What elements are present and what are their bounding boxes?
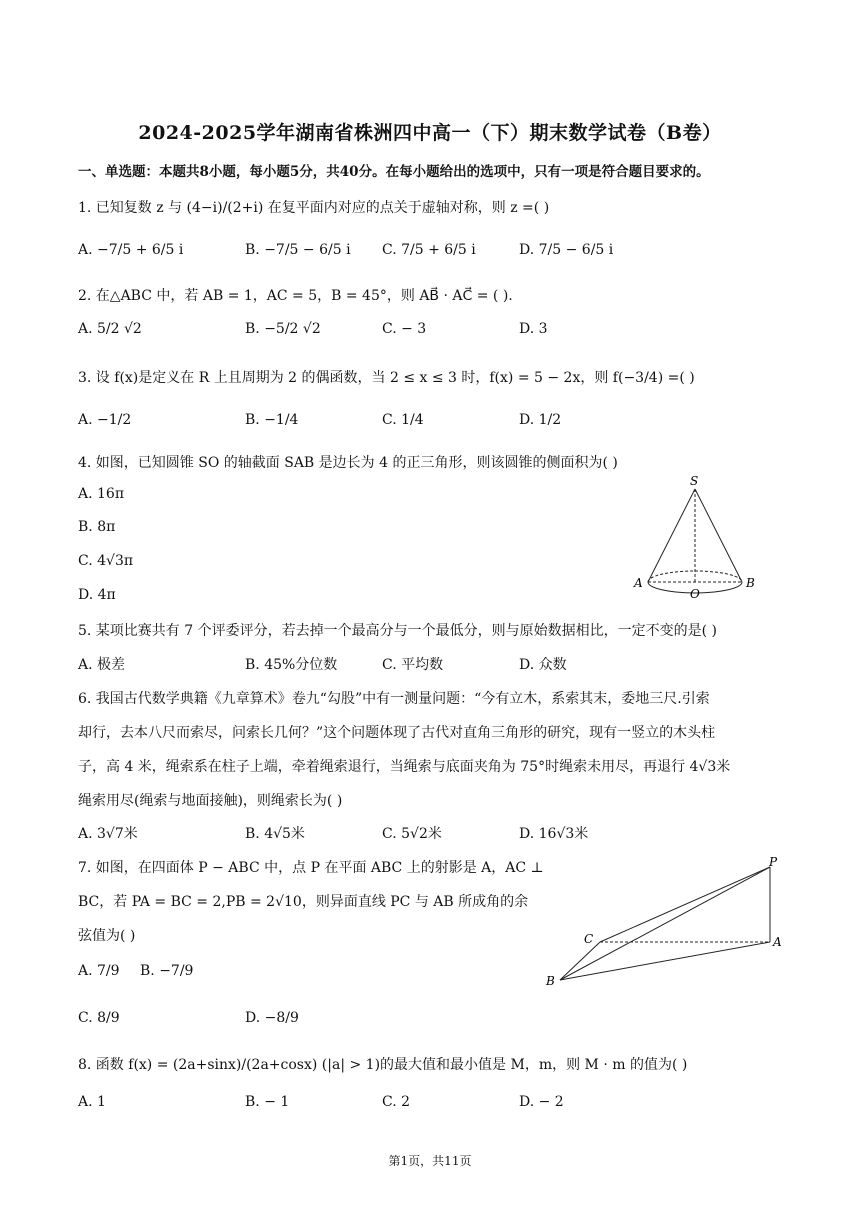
page-title: 2024-2025学年湖南省株洲四中高一（下）期末数学试卷（B卷） (138, 122, 722, 144)
q2-option-c: C. − 3 (382, 321, 427, 337)
tetra-label-a: A (773, 935, 782, 949)
q3-option-b: B. −1/4 (245, 412, 299, 428)
q5-option-b: B. 45%分位数 (245, 657, 338, 673)
q5-option-d: D. 众数 (519, 657, 567, 673)
q6-option-a: A. 3√7米 (78, 826, 138, 842)
question-6-stem-line-1: 6. 我国古代数学典籍《九章算术》卷九“勾股”中有一测量问题：“今有立木，系索其末，委地三尺.引索 (78, 691, 710, 707)
section-heading: 一、单选题：本题共8小题，每小题5分，共40分。在每小题给出的选项中，只有一项是符合题目要求的。 (78, 164, 710, 180)
cone-label-a: A (634, 576, 643, 590)
tetrahedron-figure (540, 850, 790, 995)
q2-option-a: A. 5/2 √2 (78, 321, 142, 337)
cone-figure (630, 472, 760, 607)
q1-option-b: B. −7/5 − 6/5 i (245, 242, 351, 258)
q1-option-d: D. 7/5 − 6/5 i (519, 242, 614, 258)
q8-option-d: D. − 2 (519, 1094, 564, 1110)
tetra-label-c: C (584, 932, 594, 946)
question-6-stem-line-2: 却行，去本八尺而索尽，问索长几何？”这个问题体现了古代对直角三角形的研究，现有一竖立的木头柱 (78, 725, 716, 741)
q1-option-a: A. −7/5 + 6/5 i (78, 242, 184, 258)
cone-label-o: O (690, 587, 700, 601)
q7-option-b: B. −7/9 (140, 963, 194, 979)
tetra-label-b: B (546, 974, 555, 988)
q3-option-c: C. 1/4 (382, 412, 424, 428)
q4-option-c: C. 4√3π (78, 553, 134, 569)
q6-option-c: C. 5√2米 (382, 826, 442, 842)
q7-option-a: A. 7/9 (78, 963, 120, 979)
cone-label-s: S (690, 474, 699, 488)
q5-option-c: C. 平均数 (382, 657, 444, 673)
q3-option-d: D. 1/2 (519, 412, 562, 428)
question-6-stem-line-4: 绳索用尽(绳索与地面接触)，则绳索长为( ) (78, 793, 343, 809)
question-4-stem: 4. 如图，已知圆锥 SO 的轴截面 SAB 是边长为 4 的正三角形，则该圆锥的侧面积为( ) (78, 455, 618, 471)
question-6-stem-line-3: 子，高 4 米，绳索系在柱子上端，牵着绳索退行，当绳索与底面夹角为 75°时绳索未用尽，再退行 4√3米 (78, 759, 731, 775)
q6-option-d: D. 16√3米 (519, 826, 589, 842)
q4-option-b: B. 8π (78, 519, 116, 535)
question-7-stem-line-1: 7. 如图，在四面体 P − ABC 中，点 P 在平面 ABC 上的射影是 A，AC ⊥ (78, 860, 544, 876)
q7-option-c: C. 8/9 (78, 1010, 120, 1026)
q4-option-a: A. 16π (78, 486, 125, 502)
question-3-stem: 3. 设 f(x)是定义在 R 上且周期为 2 的偶函数，当 2 ≤ x ≤ 3 时，f(x) = 5 − 2x，则 f(−3/4) =( ) (78, 370, 695, 386)
q6-option-b: B. 4√5米 (245, 826, 305, 842)
question-7-stem-line-3: 弦值为( ) (78, 928, 136, 944)
q8-option-b: B. − 1 (245, 1094, 290, 1110)
question-1-stem: 1. 已知复数 z 与 (4−i)/(2+i) 在复平面内对应的点关于虚轴对称，则 z =( ) (78, 200, 550, 216)
q5-option-a: A. 极差 (78, 657, 126, 673)
q1-option-c: C. 7/5 + 6/5 i (382, 242, 476, 258)
q3-option-a: A. −1/2 (78, 412, 132, 428)
q2-option-d: D. 3 (519, 321, 548, 337)
q2-option-b: B. −5/2 √2 (245, 321, 321, 337)
cone-label-b: B (746, 576, 755, 590)
question-2-stem: 2. 在△ABC 中，若 AB = 1，AC = 5，B = 45°，则 AB⃗ · AC⃗ = ( ). (78, 288, 513, 304)
question-7-stem-line-2: BC，若 PA = BC = 2,PB = 2√10，则异面直线 PC 与 AB 所成角的余 (78, 894, 529, 910)
q8-option-a: A. 1 (78, 1094, 106, 1110)
question-5-stem: 5. 某项比赛共有 7 个评委评分，若去掉一个最高分与一个最低分，则与原始数据相比，一定不变的是( ) (78, 623, 717, 639)
question-8-stem: 8. 函数 f(x) = (2a+sinx)/(2a+cosx) (|a| > 1)的最大值和最小值是 M，m，则 M · m 的值为( ) (78, 1057, 688, 1073)
tetra-label-p: P (769, 855, 778, 869)
q7-option-d: D. −8/9 (245, 1010, 299, 1026)
page-footer: 第1页，共11页 (388, 1154, 472, 1168)
q4-option-d: D. 4π (78, 587, 116, 603)
q8-option-c: C. 2 (382, 1094, 411, 1110)
